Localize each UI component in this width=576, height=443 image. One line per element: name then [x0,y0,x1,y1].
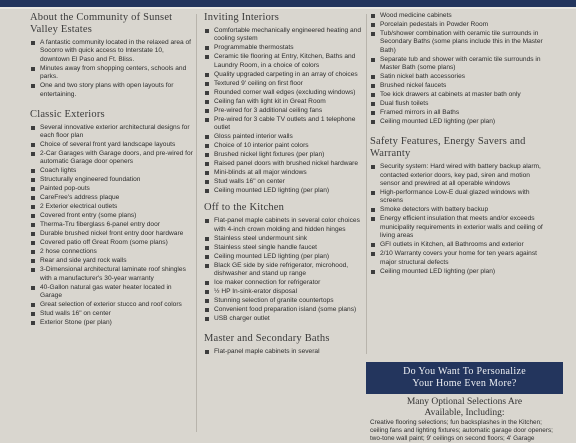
square-bullet-icon [31,178,35,182]
list-item-text: Stud walls 16" on center [214,178,285,186]
section-title-safety: Safety Features, Energy Savers and Warranty [370,136,526,160]
list-item [204,53,364,70]
list-item-text: Brushed nickel faucets [380,82,447,90]
column-divider-left [196,14,197,432]
list-item [204,71,364,79]
list-item-text: 2-Car Garages with Garage doors, and pre-wired for automatic Garage door openers [40,150,193,166]
square-bullet-icon [31,286,35,290]
personalize-callout [366,362,563,442]
square-bullet-icon [205,290,209,294]
list-item-text: ½ HP In-sink-erator disposal [214,288,298,296]
list-item-text: Structurally engineered foundation [40,176,141,184]
list-item-text: 40-Gallon natural gas water heater located in Garage [40,283,172,300]
top-navy-band [0,0,576,7]
square-bullet-icon [205,162,209,166]
square-bullet-icon [371,102,375,106]
list-item [30,301,195,309]
square-bullet-icon [205,350,209,354]
list-item [204,27,364,44]
square-bullet-icon [205,317,209,321]
list-item-text: Durable brushed nickel front entry door hardware [40,230,184,238]
list-item [370,21,550,29]
list-item [204,116,364,133]
list-item [204,142,364,150]
square-bullet-icon [205,299,209,303]
list-item [30,65,195,82]
list-item [204,169,364,177]
square-bullet-icon [31,143,35,147]
list-item-text: Flat-panel maple cabinets in several color choices with 4-inch crown molding and hidden hinges [214,217,360,233]
list-item-text: Ceiling mounted LED lighting (per plan) [380,118,496,126]
list-item [30,319,195,327]
list-item-text: One and two story plans with open layouts for entertaining. [40,82,174,98]
square-bullet-icon [205,255,209,259]
square-bullet-icon [205,237,209,241]
list-item-text: Gloss painted interior walls [214,133,293,141]
options-heading [366,397,563,419]
list-item-text: 3-Dimensional architectural laminate roof shingles with a manufacturer's 30-year warranty [40,266,186,282]
square-bullet-icon [371,23,375,27]
list-item-text: GFI outlets in Kitchen, all Bathrooms and exterior [380,241,524,249]
square-bullet-icon [371,217,375,221]
square-bullet-icon [205,91,209,95]
section-title-exteriors: Classic Exteriors [30,108,105,120]
column-right [370,12,550,277]
list-item-text: Painted pop-outs [40,185,90,193]
list-item [30,82,195,99]
list-item [204,288,364,296]
list-item [204,178,364,186]
list-item [204,235,364,243]
square-bullet-icon [371,111,375,115]
banner-line-2: Your Home Even More? [412,378,517,389]
square-bullet-icon [205,219,209,223]
list-item-text: Rounded corner wall edges (excluding windows) [214,88,356,96]
interiors-list [204,27,364,196]
list-item [204,253,364,261]
list-item [30,248,195,256]
square-bullet-icon [31,321,35,325]
list-item-text: Security system: Hard wired with battery backup alarm, contacted exterior doors, key pad, siren and motion sensor and prewired at all operable windows [380,163,541,188]
list-item-text: Exterior Stone (per plan) [40,319,112,327]
exteriors-list [30,124,195,328]
list-item-text: Brushed nickel light fixtures (per plan) [214,151,325,159]
list-item [30,230,195,238]
list-item [30,141,195,149]
square-bullet-icon [371,270,375,274]
list-item-text: Stainless steel single handle faucet [214,243,318,251]
list-item [204,315,364,323]
list-item-text: Flat-panel maple cabinets in several [214,348,320,356]
list-item [370,189,550,206]
square-bullet-icon [371,32,375,36]
square-bullet-icon [31,232,35,236]
list-item [30,150,195,167]
square-bullet-icon [205,82,209,86]
square-bullet-icon [205,29,209,33]
list-item [370,163,550,188]
list-item-text: Covered front entry (some plans) [40,212,137,220]
list-item-text: Smoke detectors with battery backup [380,206,489,214]
baths-list [204,348,364,356]
square-bullet-icon [205,308,209,312]
square-bullet-icon [31,214,35,218]
square-bullet-icon [31,241,35,245]
square-bullet-icon [205,246,209,250]
list-item [370,206,550,214]
column-left [30,12,195,328]
list-item-text: Separate tub and shower with ceramic tile surrounds in Master Bath (some plans) [380,55,541,72]
square-bullet-icon [371,252,375,256]
list-item-text: Rear and side yard rock walls [40,257,127,265]
section-title-baths: Master and Secondary Baths [204,333,330,345]
options-heading-line-2: Available, Including: [424,408,505,418]
list-item-text: Coach lights [40,167,77,175]
list-item [370,82,550,90]
list-item [30,284,195,301]
square-bullet-icon [205,55,209,59]
square-bullet-icon [205,118,209,122]
personalize-banner [366,362,563,394]
list-item-text: Minutes away from shopping centers, schools and parks. [40,64,187,81]
list-item [30,257,195,265]
square-bullet-icon [371,14,375,18]
list-item-text: Porcelain pedestals in Powder Room [380,21,489,28]
list-item-text: Framed mirrors in all Baths [380,109,460,117]
list-item [370,56,550,73]
list-item-text: A fantastic community located in the relaxed area of Socorro with quick access to Interstate 10, downtown El Paso and Ft. Bliss. [40,39,192,63]
square-bullet-icon [205,171,209,175]
list-item-text: Ceiling mounted LED lighting (per plan) [214,187,330,195]
square-bullet-icon [205,189,209,193]
list-item-text: Ice maker connection for refrigerator [214,279,321,287]
list-item-text: Choice of several front yard landscape layouts [40,141,176,149]
square-bullet-icon [31,187,35,191]
list-item [204,98,364,106]
square-bullet-icon [31,67,35,71]
list-item-text: CareFree's address plaque [40,194,120,202]
square-bullet-icon [31,259,35,263]
square-bullet-icon [31,152,35,156]
list-item [370,91,550,99]
list-item [204,348,364,356]
banner-line-1: Do You Want To Personalize [403,366,526,377]
options-body: Creative flooring selections; fun backsplashes in the Kitchen; ceiling fans and lighting fixtures; automatic garage door openers; two-tone wall paint; 9' ceilings on second floors; 4' Garage [370,419,553,442]
list-item-text: Toe kick drawers at cabinets at master bath only [380,91,521,99]
section-title-kitchen: Off to the Kitchen [204,202,285,214]
list-item [30,194,195,202]
list-item-text: Satin nickel bath accessories [380,73,466,81]
safety-list [370,163,550,276]
square-bullet-icon [205,135,209,139]
list-item-text: Covered patio off Great Room (some plans) [40,239,168,247]
list-item [204,217,364,234]
list-item [370,215,550,240]
square-bullet-icon [31,223,35,227]
square-bullet-icon [371,165,375,169]
list-item-text: Several innovative exterior architectural designs for each floor plan [40,123,190,140]
list-item [370,109,550,117]
list-item [370,30,550,55]
square-bullet-icon [205,180,209,184]
list-item-text: 2/10 Warranty covers your home for ten years against major structural defects [380,250,537,266]
list-item [30,39,195,64]
list-item-text: USB charger outlet [214,315,270,323]
list-item [204,262,364,279]
list-item [204,297,364,305]
list-item-text: Textured 9' ceiling on first floor [214,79,303,87]
square-bullet-icon [371,120,375,124]
square-bullet-icon [371,208,375,212]
square-bullet-icon [371,93,375,97]
baths-continued-list [370,12,550,127]
square-bullet-icon [31,312,35,316]
list-item-text: Convenient food preparation island (some plans) [214,306,357,314]
list-item [30,124,195,141]
column-divider-right [366,14,367,354]
square-bullet-icon [371,58,375,62]
list-item [204,133,364,141]
list-item [204,44,364,52]
top-band-edge [0,7,576,9]
square-bullet-icon [205,100,209,104]
list-item [370,12,550,20]
square-bullet-icon [205,281,209,285]
list-item-text: Stud walls 16" on center [40,310,111,318]
list-item-text: Great selection of exterior stucco and roof colors [40,301,182,309]
square-bullet-icon [31,84,35,88]
list-item-text: Ceiling mounted LED lighting (per plan) [380,267,496,275]
section-title-interiors: Inviting Interiors [204,12,280,23]
list-item [370,100,550,108]
square-bullet-icon [371,75,375,79]
section-title-about: About the Community of Sunset Valley Estates [30,12,173,35]
square-bullet-icon [31,250,35,254]
list-item-text: Raised panel doors with brushed nickel hardware [214,160,359,168]
square-bullet-icon [31,126,35,130]
square-bullet-icon [205,73,209,77]
list-item-text: Pre-wired for 3 additional ceiling fans [214,106,323,114]
list-item [370,118,550,126]
list-item [30,185,195,193]
list-item [204,107,364,115]
list-item-text: Therma-Tru fiberglass 6-panel entry door [40,221,160,229]
list-item [204,151,364,159]
list-item-text: Comfortable mechanically engineered heating and cooling system [214,27,361,43]
list-item-text: Ceiling fan with light kit in Great Room [214,97,326,105]
list-item-text: Choice of 10 interior paint colors [214,142,309,150]
column-middle [204,12,364,357]
list-item [30,310,195,318]
list-item [370,250,550,267]
list-item [204,160,364,168]
list-item-text: Tub/shower combination with ceramic tile surrounds in Secondary Baths (some plans include this in the Master Bath) [380,30,543,54]
about-list [30,39,195,99]
options-heading-line-1: Many Optional Selections Are [406,397,523,407]
list-item [204,279,364,287]
list-item-text: Black GE side by side refrigerator, microhood, dishwasher and stand up range [214,261,349,278]
list-item-text: Mini-blinds at all major windows [214,169,307,177]
list-item-text: Ceiling mounted LED lighting (per plan) [214,252,330,260]
list-item [370,268,550,276]
list-item [204,89,364,97]
square-bullet-icon [205,46,209,50]
list-item [370,73,550,81]
square-bullet-icon [371,243,375,247]
kitchen-list [204,217,364,323]
square-bullet-icon [205,109,209,113]
list-item [204,80,364,88]
square-bullet-icon [205,264,209,268]
list-item-text: Ceramic tile flooring at Entry, Kitchen, Baths and Laundry Room, in a choice of colors [214,53,356,69]
square-bullet-icon [371,191,375,195]
list-item [370,241,550,249]
square-bullet-icon [31,169,35,173]
list-item-text: Wood medicine cabinets [380,12,452,19]
square-bullet-icon [371,84,375,88]
square-bullet-icon [205,153,209,157]
list-item-text: Dual flush toilets [380,100,429,108]
square-bullet-icon [31,268,35,272]
list-item-text: 2 Exterior electrical outlets [40,203,118,211]
square-bullet-icon [31,41,35,45]
list-item [204,244,364,252]
list-item-text: Stunning selection of granite countertops [214,297,334,305]
list-item [30,239,195,247]
square-bullet-icon [31,196,35,200]
list-item-text: Energy efficient insulation that meets and/or exceeds municipality requirements in exterior walls and ceiling of living areas [380,215,543,240]
list-item-text: Pre-wired for 3 cable TV outlets and 1 telephone outlet [214,115,356,132]
list-item [30,176,195,184]
list-item [30,212,195,220]
list-item-text: High-performance Low-E dual glazed windows with screens [380,189,530,205]
square-bullet-icon [31,205,35,209]
list-item [30,167,195,175]
list-item [204,187,364,195]
list-item [204,306,364,314]
list-item [30,221,195,229]
list-item-text: Stainless steel undermount sink [214,234,308,242]
list-item-text: Quality upgraded carpeting in an array of choices [214,70,358,78]
square-bullet-icon [205,144,209,148]
square-bullet-icon [31,303,35,307]
list-item [30,203,195,211]
list-item-text: 2 hose connections [40,248,97,256]
list-item-text: Programmable thermostats [214,44,294,52]
list-item [30,266,195,283]
